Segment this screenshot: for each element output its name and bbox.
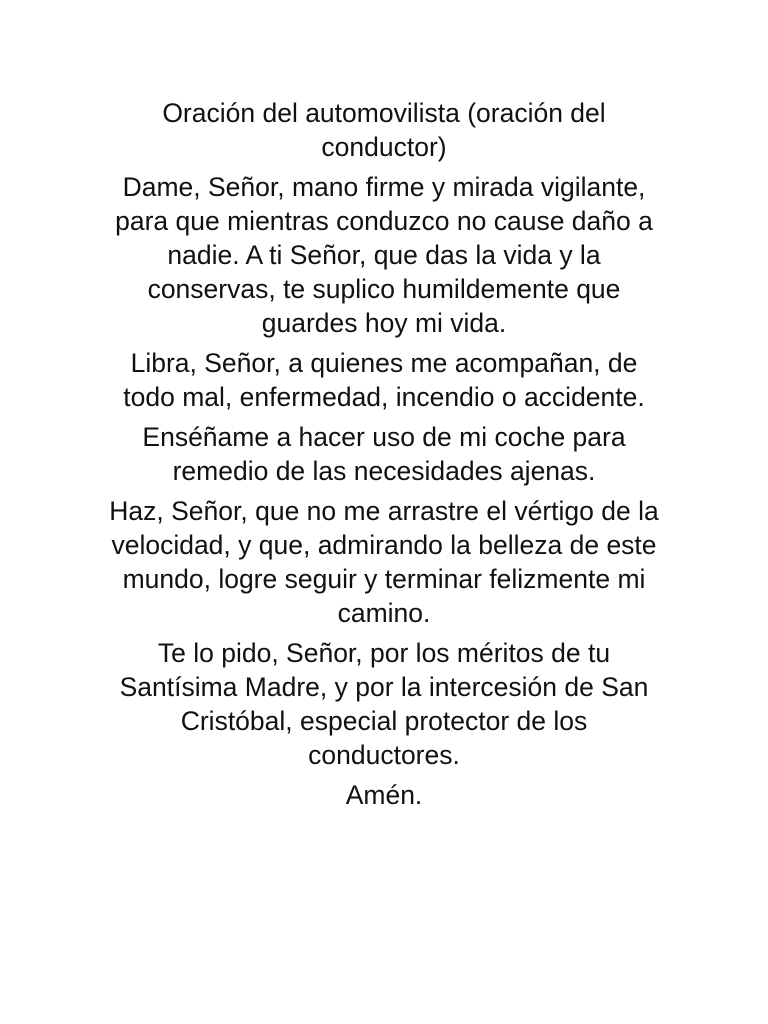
paragraph-2: Libra, Señor, a quienes me acompañan, de todo mal, enfermedad, incendio o accidente.: [123, 348, 645, 412]
closing-amen: Amén.: [345, 780, 423, 810]
prayer-text: [104, 96, 664, 812]
paragraph-5: Te lo pido, Señor, por los méritos de tu Santísima Madre, y por la intercesión de San Cristóbal, especial protector de los conductores.: [119, 638, 649, 770]
paragraph-1: Dame, Señor, mano firme y mirada vigilante, para que mientras conduzco no cause daño a nadie. A ti Señor, que das la vida y la conservas, te suplico humildemente que guardes hoy mi vida.: [115, 172, 653, 338]
paragraph-3: Enséñame a hacer uso de mi coche para remedio de las necesidades ajenas.: [142, 422, 626, 486]
document-title: Oración del automovilista (oración del conductor): [162, 98, 606, 162]
paragraph-4: Haz, Señor, que no me arrastre el vértigo de la velocidad, y que, admirando la belleza de este mundo, logre seguir y terminar felizmente mi camino.: [109, 496, 659, 628]
